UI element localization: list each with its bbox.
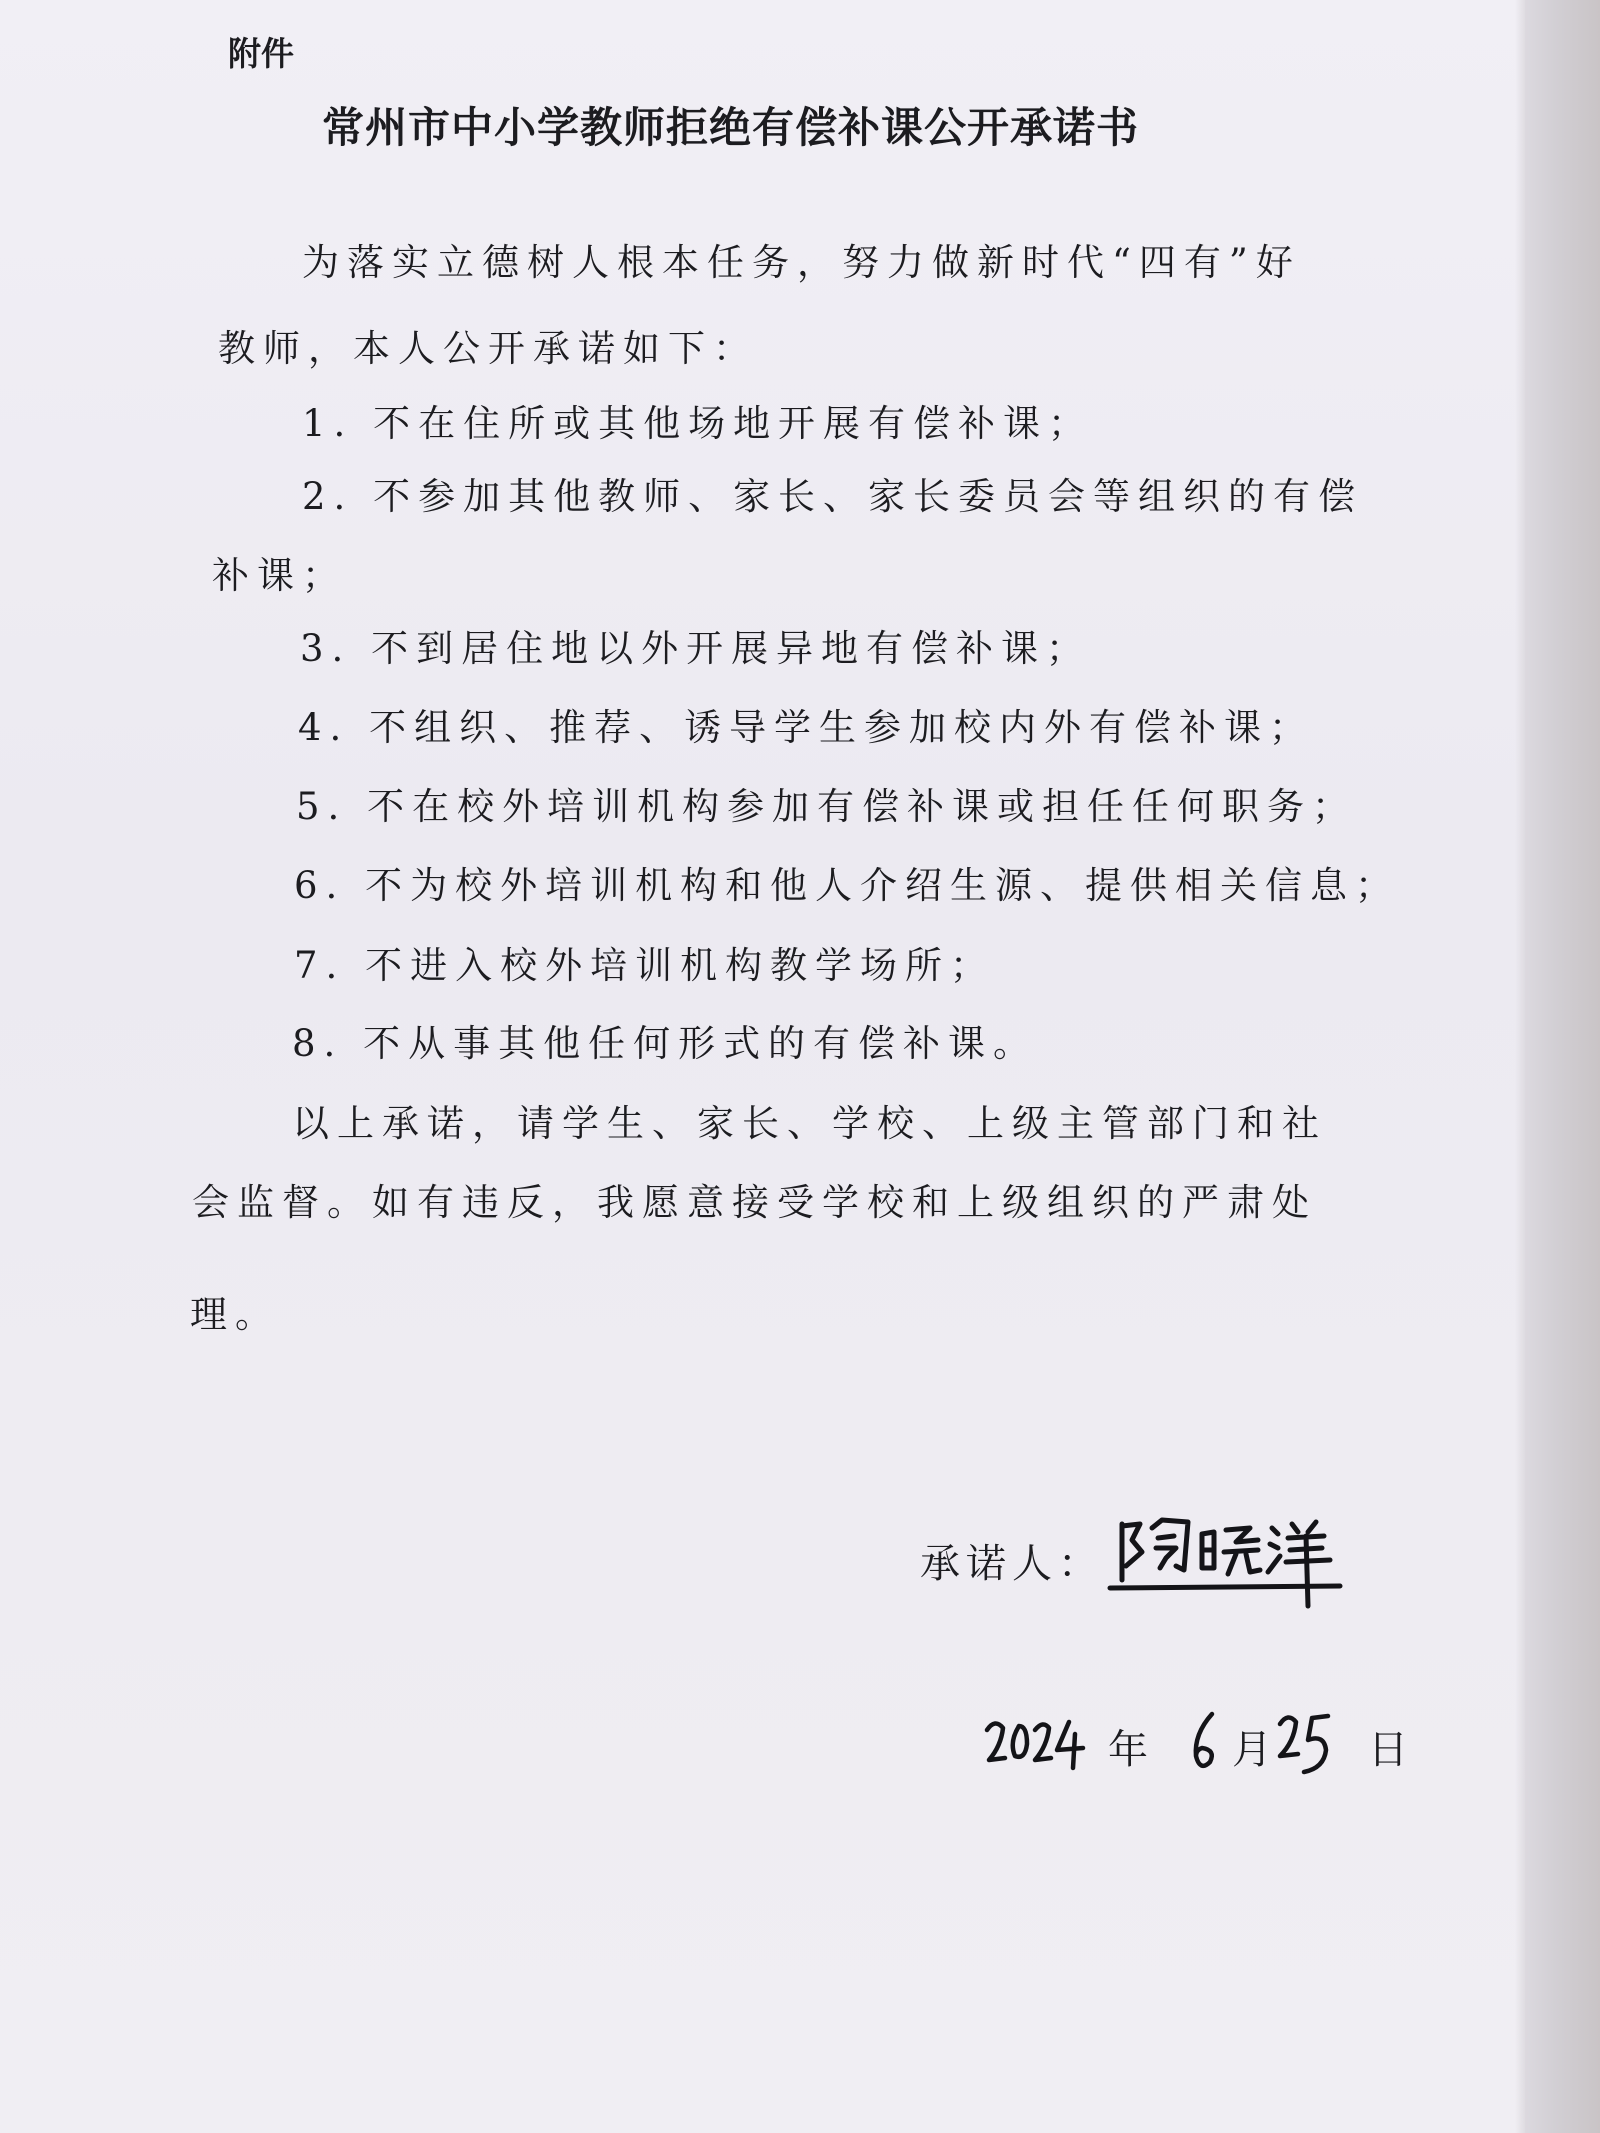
commitment-item-2: 2. 不参加其他教师、家长、家长委员会等组织的有偿 — [302, 475, 1364, 518]
commitment-item-6: 6. 不为校外培训机构和他人介绍生源、提供相关信息； — [294, 864, 1401, 907]
closing-line-1: 以上承诺，请学生、家长、学校、上级主管部门和社 — [292, 1102, 1327, 1145]
date-month-unit: 月 — [1232, 1727, 1272, 1773]
handwritten-year — [985, 1716, 1085, 1776]
document-title: 常州市中小学教师拒绝有偿补课公开承诺书 — [322, 103, 1140, 152]
intro-line-1: 为落实立德树人根本任务，努力做新时代“四有”好 — [302, 241, 1301, 284]
commitment-item-7: 7. 不进入校外培训机构教学场所； — [294, 944, 996, 987]
handwritten-signature — [1110, 1508, 1350, 1618]
commitment-item-2-cont: 补课； — [212, 554, 347, 597]
intro-line-2: 教师，本人公开承诺如下： — [218, 327, 758, 370]
closing-line-3: 理。 — [190, 1293, 280, 1336]
closing-line-2: 会监督。如有违反，我愿意接受学校和上级组织的严肃处 — [192, 1181, 1317, 1224]
handwritten-month — [1188, 1710, 1224, 1776]
commitment-item-8: 8. 不从事其他任何形式的有偿补课。 — [292, 1022, 1039, 1065]
date-year-unit: 年 — [1108, 1727, 1148, 1773]
attachment-label: 附件 — [228, 34, 294, 73]
commitment-item-4: 4. 不组织、推荐、诱导学生参加校内外有偿补课； — [298, 706, 1315, 749]
commitment-item-1: 1. 不在住所或其他场地开展有偿补课； — [302, 402, 1094, 445]
commitment-item-3: 3. 不到居住地以外开展异地有偿补课； — [300, 627, 1092, 670]
commitment-item-5: 5. 不在校外培训机构参加有偿补课或担任任何职务； — [296, 785, 1358, 828]
signer-label: 承诺人： — [920, 1541, 1104, 1587]
handwritten-day — [1276, 1710, 1340, 1778]
background-edge — [1525, 0, 1600, 2133]
date-day-unit: 日 — [1368, 1727, 1408, 1773]
